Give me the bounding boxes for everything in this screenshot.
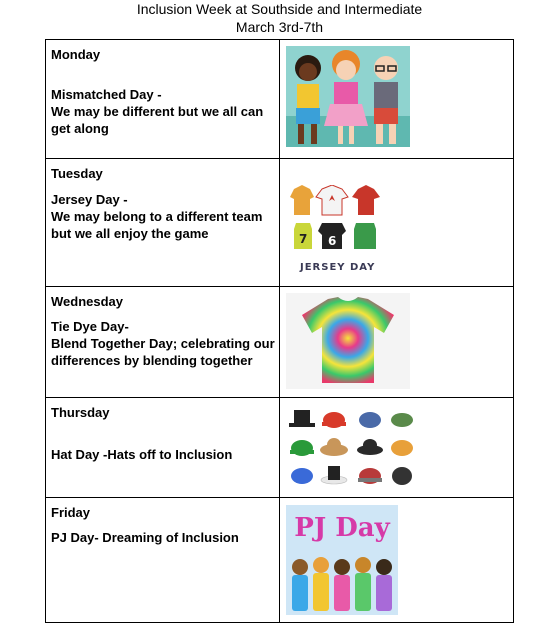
schedule-table <box>45 39 514 623</box>
day-name: Friday <box>51 505 91 520</box>
day-theme: Mismatched Day - We may be different but we all can get along <box>51 87 264 136</box>
day-name: Tuesday <box>51 166 103 181</box>
text-cell <box>46 398 280 498</box>
day-name: Thursday <box>51 405 110 420</box>
day-theme: Hat Day -Hats off to Inclusion <box>51 447 233 462</box>
text-cell <box>46 498 280 623</box>
table-row-tuesday <box>46 159 514 287</box>
table-row-friday <box>46 498 514 623</box>
tie-dye-shirt-image <box>286 293 410 389</box>
svg-text:7: 7 <box>299 232 308 246</box>
image-cell <box>280 159 514 287</box>
document-title: Inclusion Week at Southside and Intermediate <box>136 1 423 17</box>
day-name: Monday <box>51 47 101 62</box>
table-row-thursday <box>46 398 514 498</box>
day-theme: Jersey Day - We may belong to a different team but we all enjoy the game <box>51 192 263 241</box>
mismatched-kids-image <box>286 46 410 147</box>
day-theme: PJ Day- Dreaming of Inclusion <box>51 530 239 545</box>
pj-kids-icon <box>286 553 398 615</box>
text-cell <box>46 287 280 398</box>
jersey-day-caption: JERSEY DAY <box>300 262 376 273</box>
image-cell <box>280 287 514 398</box>
svg-text:6: 6 <box>328 234 337 248</box>
pj-day-image <box>286 505 398 615</box>
image-cell <box>280 40 514 159</box>
sports-jerseys-image <box>290 185 385 253</box>
table-row-monday <box>46 40 514 159</box>
document-date: March 3rd-7th <box>235 19 324 35</box>
image-cell <box>280 398 514 498</box>
assorted-hats-image <box>288 408 414 488</box>
text-cell <box>46 40 280 159</box>
table-row-wednesday <box>46 287 514 398</box>
pj-day-title: PJ Day <box>294 513 390 543</box>
text-cell <box>46 159 280 287</box>
image-cell <box>280 498 514 623</box>
day-name: Wednesday <box>51 294 124 309</box>
day-theme: Tie Dye Day- Blend Together Day; celebrating our differences by blending together <box>51 319 275 368</box>
